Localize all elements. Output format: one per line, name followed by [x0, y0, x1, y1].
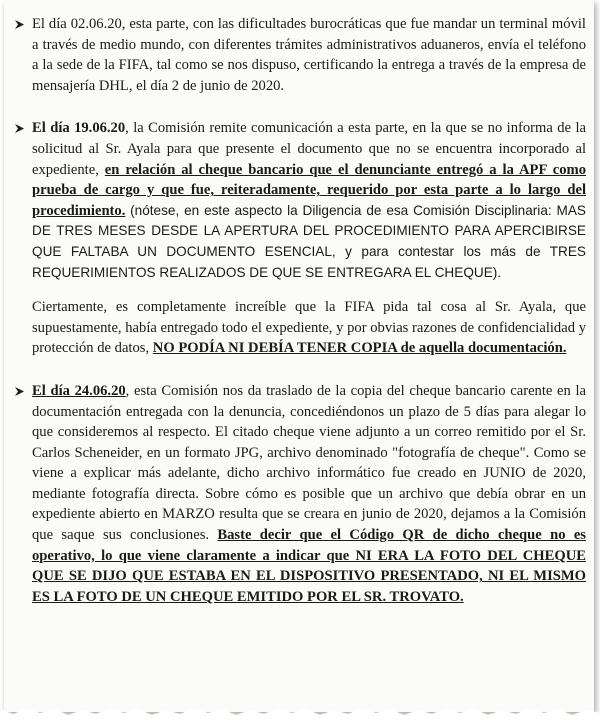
- paragraph-ciertamente: [14, 297, 586, 359]
- underlined-emphasis: en relación al cheque bancario que el denunciante entregó a la APF como prueba de cargo y que fue, reiteradamente, requerido por esta parte a lo largo del procedimiento.: [32, 161, 586, 219]
- paragraph-date: El día 24.06.20: [32, 382, 126, 399]
- paragraph-note: (nótese, en este aspecto la Diligencia de esa Comisión Disciplinaria: MAS DE TRES MESES DESDE LA APERTURA DEL PROCEDIMIENTO PARA APERCIBIRSE QUE FALTABA UN DOCUMENTO ESENCIAL, y para contestar los más de TRES REQUERIMIENTOS REALIZADOS DE QUE SE ENTREGARA EL CHEQUE).: [32, 202, 586, 280]
- paragraph-text: , esta Comisión nos da traslado de la copia del cheque bancario carente en la documentación entregada con la denuncia, concediéndonos un plazo de 5 días para alegar lo que consideremos al respecto. El citado cheque viene adjunto a un correo remitido por el Sr. Carlos Scheneider, en un formato JPG, archivo denominado "fotografía de cheque". Como se viene a explicar más adelante, dicho archivo informático fue creado en JUNIO de 2020, mediante fotografía directa. Sobre cómo es posible que un archivo que debía obrar en un expediente abierto en MARZO resulta que se creara en junio de 2020, dejamos a la Comisión que saque sus conclusiones.: [32, 382, 586, 544]
- paragraph-date: El día 19.06.20: [32, 120, 126, 137]
- paragraph-text: Ciertamente, es completamente increíble que la FIFA pida tal cosa al Sr. Ayala, que supuestamente, había entregado todo el expediente, y por obvias razones de confidencialidad y protección de datos,: [32, 299, 586, 357]
- arrow-bullet-icon: [14, 386, 25, 397]
- paragraph-02-06-20: [14, 14, 586, 96]
- document-body: [14, 14, 586, 629]
- underlined-emphasis: Baste decir que el Código QR de dicho cheque no es operativo, lo que viene claramente a indicar que NI ERA LA FOTO DEL CHEQUE QUE SE DIJO QUE ESTABA EN EL DISPOSITIVO PRESENTADO, NI EL MISMO ES LA FOTO DE UN CHEQUE EMITIDO POR EL SR. TROVATO.: [32, 527, 586, 605]
- paragraph-24-06-20: [14, 381, 586, 608]
- document-page: [4, 0, 594, 712]
- torn-edge: [0, 700, 600, 724]
- arrow-bullet-icon: [14, 19, 25, 30]
- underlined-emphasis: NO PODÍA NI DEBÍA TENER COPIA de aquella documentación.: [152, 340, 567, 357]
- paragraph-19-06-20: [14, 118, 586, 283]
- arrow-bullet-icon: [14, 123, 25, 134]
- paragraph-text: El día 02.06.20, esta parte, con las dificultades burocráticas que fue mandar un terminal móvil a través de medio mundo, con diferentes trámites administrativos aduaneros, envía el teléfono a la sede de la FIFA, tal como se nos dispuso, certificando la entrega a través de la empresa de mensajería DHL, el día 2 de junio de 2020.: [32, 16, 586, 94]
- paragraph-text: , la Comisión remite comunicación a esta parte, en la que se no informa de la solicitud al Sr. Ayala para que presente el documento que no se encuentra incorporado al expediente,: [32, 120, 586, 178]
